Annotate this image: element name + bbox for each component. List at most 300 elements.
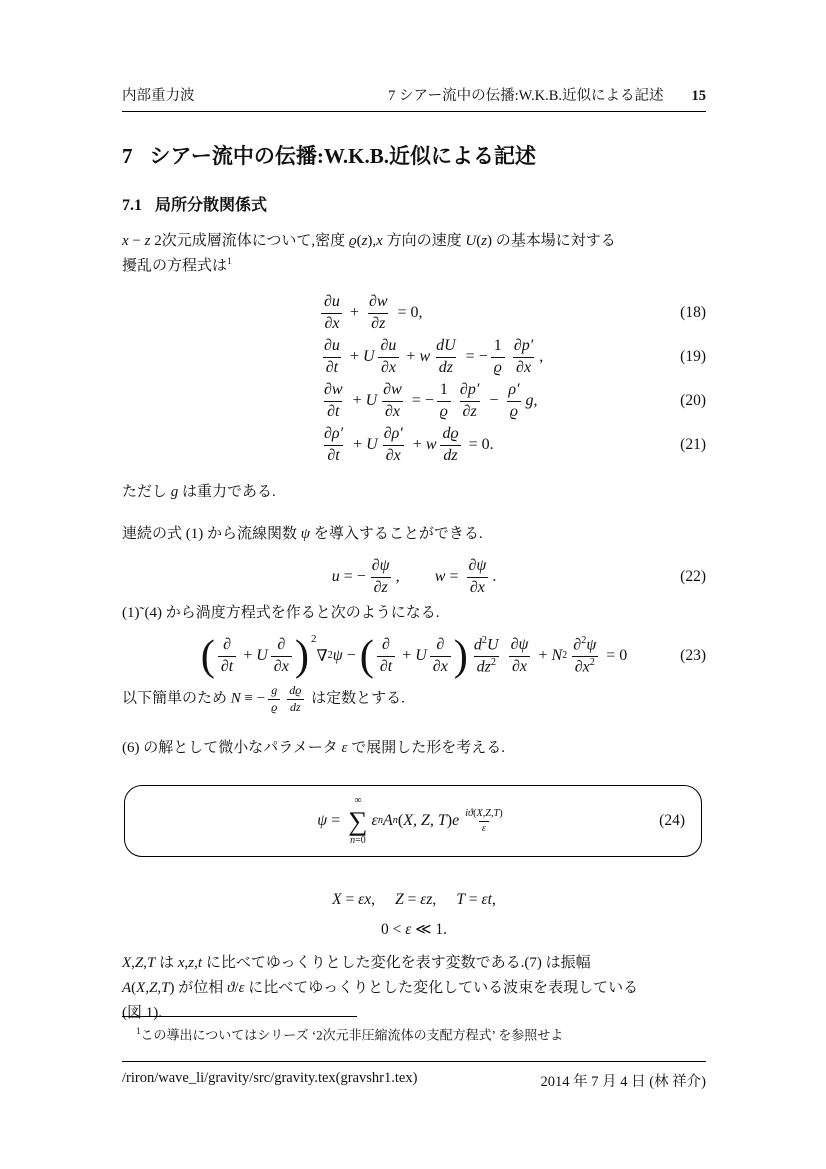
- math-token: ,: [371, 891, 375, 909]
- wkb-expansion-equation: [124, 785, 702, 857]
- math-token: 1: [439, 380, 448, 398]
- math-token: [274, 636, 288, 656]
- math-token: t: [197, 955, 203, 972]
- math-token: 2次元成層流体について,密度: [150, 233, 349, 250]
- math-token: x: [177, 955, 185, 972]
- math-token: dϱ: [442, 424, 459, 442]
- math-token: [324, 401, 342, 422]
- footnote-text: この導出についてはシリーズ ‘2次元非圧縮流体の支配方程式’ を参照せよ: [140, 1027, 564, 1043]
- math-token: [433, 337, 459, 357]
- math-token: [570, 636, 599, 677]
- math-token: [433, 636, 447, 656]
- math-token: [268, 684, 280, 698]
- math-token: ∂p′: [513, 336, 534, 354]
- math-token: [268, 684, 280, 714]
- math-token: ≡ −: [240, 690, 266, 707]
- math-token: Z: [395, 891, 404, 909]
- math-token: ∇: [316, 648, 328, 666]
- math-token: ∂x: [469, 578, 485, 596]
- math-token: [311, 634, 317, 645]
- math-token: A: [122, 980, 132, 997]
- math-token: ∂ρ′: [324, 424, 344, 442]
- math-token: ,: [131, 955, 135, 972]
- math-token: =: [403, 891, 421, 909]
- math-token: [371, 577, 391, 598]
- math-token: [572, 656, 598, 677]
- math-token: z: [188, 955, 195, 972]
- math-token: ∂t: [220, 657, 234, 675]
- math-token: N: [230, 690, 241, 707]
- math-token: dz: [438, 358, 453, 376]
- math-token: ∂: [573, 635, 582, 653]
- math-token: [200, 631, 628, 680]
- math-token: [381, 425, 406, 445]
- math-token: A: [382, 812, 393, 830]
- math-token: dz: [443, 446, 458, 464]
- math-token: ∂z: [462, 402, 477, 420]
- math-token: X: [122, 955, 132, 972]
- math-token: =: [341, 891, 359, 909]
- math-token: [286, 684, 304, 714]
- math-token: ∂w: [324, 380, 343, 398]
- math-token: は定数とする.: [307, 690, 405, 707]
- math-token: [377, 656, 395, 677]
- math-token: で展開した形を考える.: [347, 740, 505, 757]
- equation-number: (22): [680, 568, 706, 586]
- math-superscript: [562, 651, 567, 661]
- math-token: [321, 337, 343, 357]
- math-token: ∂x: [385, 446, 401, 464]
- math-token: [378, 357, 399, 378]
- math-token: N: [551, 647, 563, 665]
- math-token: ( $\frac{\partial}{\partial t}$ + U $\frac{\partial}{\partial x}$ ): [359, 631, 468, 680]
- math-token: ) が位相: [169, 980, 228, 997]
- math-superscript: [491, 657, 496, 668]
- streamfunction-intro: [122, 522, 706, 547]
- math-token: [378, 337, 400, 357]
- math-superscript: [590, 657, 595, 668]
- math-token: ∂w: [368, 292, 388, 310]
- math-token: iϑ: [465, 807, 474, 819]
- math-token: ε: [341, 740, 348, 757]
- math-token: −: [342, 647, 360, 665]
- math-token: [491, 337, 505, 357]
- math-token: [457, 381, 482, 401]
- math-token: ) の基本場に対する: [487, 233, 616, 250]
- math-token: 以下簡単のため: [122, 690, 231, 707]
- math-token: [511, 337, 536, 357]
- governing-equations: [122, 291, 706, 467]
- math-token: ∂: [277, 635, 286, 653]
- math-token: 1: [227, 256, 232, 268]
- math-token: は: [155, 955, 178, 972]
- header-doc-title: 内部重力波: [122, 88, 195, 104]
- math-token: [366, 293, 391, 313]
- math-token: ∂x: [512, 657, 528, 675]
- equation-number: (20): [680, 392, 706, 410]
- math-token: +: [345, 348, 363, 366]
- page-footer: [122, 1061, 706, 1091]
- math-token: [323, 357, 341, 378]
- math-token: [439, 425, 461, 466]
- math-token: +: [408, 436, 426, 454]
- math-token: 2: [589, 656, 595, 668]
- math-token: w: [434, 568, 446, 586]
- math-token: ε: [371, 812, 378, 830]
- math-token: 0 <: [381, 921, 406, 939]
- math-token: [437, 381, 451, 422]
- math-token: (: [473, 807, 477, 819]
- equation-row: [122, 335, 706, 379]
- math-token: ψ: [300, 526, 311, 543]
- math-token: [513, 357, 534, 378]
- math-token: ∂p′: [459, 380, 480, 398]
- math-token: +: [402, 348, 420, 366]
- math-token: [479, 821, 489, 835]
- math-token: [324, 445, 342, 466]
- footer-file-path: /riron/wave_li/gravity/src/gravity.tex(gravshr1.tex): [122, 1070, 418, 1086]
- math-token: (1)˜(4) から渦度方程式を作ると次のようになる.: [122, 605, 440, 622]
- math-token: (: [131, 980, 137, 997]
- math-token: x: [376, 233, 383, 250]
- math-token: U: [362, 348, 375, 366]
- subsection-title: 局所分散関係式: [155, 197, 268, 215]
- math-token: [474, 656, 499, 677]
- math-token: T: [456, 891, 466, 909]
- math-token: =0: [355, 835, 366, 847]
- math-token: ),: [367, 233, 377, 250]
- math-token: e: [452, 812, 460, 830]
- math-token: dϱ: [289, 683, 302, 698]
- math-token: ψ: [332, 647, 343, 665]
- section-number: 7: [122, 144, 133, 168]
- math-token: [321, 313, 342, 334]
- math-token: [321, 381, 346, 401]
- math-token: [460, 401, 480, 422]
- math-token: ,: [143, 955, 148, 972]
- math-token: ϱ: [493, 358, 502, 376]
- math-token: [369, 557, 393, 577]
- math-token: [348, 795, 367, 846]
- math-token: [471, 636, 502, 677]
- math-token: = 0.: [464, 436, 494, 454]
- math-token: [491, 357, 505, 378]
- math-token: = 0: [602, 647, 628, 665]
- expansion-intro: [122, 736, 706, 761]
- math-superscript: [227, 256, 232, 267]
- subsection-heading: [122, 196, 706, 216]
- math-token: [318, 293, 423, 334]
- math-token: X,Z,T: [476, 807, 500, 819]
- math-token: U: [256, 647, 268, 665]
- footnote-marker: 1: [136, 1026, 141, 1036]
- math-token: z: [361, 233, 368, 250]
- math-token: は重力である.: [178, 484, 276, 501]
- math-token: [430, 656, 451, 677]
- math-token: 擾乱の方程式は: [122, 258, 228, 275]
- math-token: [379, 636, 393, 656]
- math-token: [271, 656, 292, 677]
- math-token: ∂x: [432, 657, 448, 675]
- slow-variables-line: [122, 887, 706, 913]
- math-token: =: [327, 812, 345, 830]
- equation-row: [122, 379, 706, 423]
- math-token: [368, 313, 388, 334]
- math-token: [286, 684, 304, 698]
- math-token: 1: [493, 336, 502, 354]
- math-token: 2: [327, 650, 333, 662]
- math-token: ∂ψ: [510, 635, 529, 653]
- math-token: ∂t: [325, 358, 339, 376]
- math-token: [318, 381, 538, 422]
- math-token: +: [345, 304, 363, 322]
- math-token: +: [534, 647, 552, 665]
- math-token: [318, 425, 494, 466]
- math-token: ≪ 1.: [411, 921, 447, 939]
- equation-number: (23): [680, 647, 706, 665]
- math-token: n: [350, 835, 356, 847]
- math-token: z: [144, 233, 151, 250]
- math-token: [465, 557, 489, 598]
- math-token: U: [487, 635, 499, 653]
- gravity-note: [122, 480, 706, 505]
- math-token: [508, 636, 532, 677]
- math-token: x: [122, 233, 129, 250]
- math-token: −: [128, 233, 145, 250]
- math-token: ∂x: [516, 358, 532, 376]
- math-token: [321, 425, 346, 445]
- equation-number: (18): [680, 304, 706, 322]
- math-token: 2: [481, 634, 488, 646]
- math-token: dz: [290, 699, 301, 714]
- math-token: = −: [339, 568, 366, 586]
- epsilon-condition-line: [122, 917, 706, 943]
- math-token: [321, 381, 346, 422]
- math-token: [380, 381, 405, 422]
- math-token: +: [348, 392, 366, 410]
- math-token: [440, 445, 460, 466]
- footnote: [122, 1016, 706, 1044]
- math-token: w: [425, 436, 437, 454]
- vorticity-equation: [122, 631, 706, 680]
- math-token: U: [465, 233, 477, 250]
- math-token: [383, 445, 404, 466]
- math-token: ∂x: [380, 358, 396, 376]
- footnote-text-line: [122, 1022, 706, 1044]
- math-token: ∂z: [371, 314, 386, 332]
- math-token: u: [331, 568, 340, 586]
- math-token: [350, 835, 366, 847]
- math-token: = −: [407, 392, 434, 410]
- math-token: ∂w: [383, 380, 402, 398]
- math-token: +: [398, 647, 416, 665]
- math-token: ∂x: [574, 658, 590, 676]
- document-content: [122, 107, 706, 1026]
- math-token: [287, 699, 304, 714]
- math-token: [369, 557, 393, 598]
- math-token: +: [239, 647, 257, 665]
- math-token: ,: [184, 955, 189, 972]
- math-token: −: [485, 392, 503, 410]
- math-token: z: [481, 233, 488, 250]
- math-token: 2: [581, 634, 587, 646]
- math-token: ∂: [223, 635, 231, 653]
- math-token: = −: [461, 348, 488, 366]
- math-token: [570, 636, 599, 656]
- math-token: ): [446, 812, 453, 830]
- math-token: [462, 808, 505, 835]
- constant-N-note: [122, 684, 706, 714]
- math-token: [437, 381, 451, 401]
- math-token: X,Z,T: [136, 980, 170, 997]
- math-token: ∂u: [324, 336, 340, 354]
- math-token: n: [392, 815, 398, 826]
- math-token: [509, 656, 530, 677]
- math-token: ,: [533, 392, 538, 410]
- math-token: [366, 293, 391, 334]
- math-token: g: [170, 484, 179, 501]
- math-token: [457, 381, 482, 422]
- math-token: dz: [476, 658, 491, 676]
- math-token: ,: [491, 891, 496, 909]
- math-token: ∂x: [324, 314, 340, 332]
- math-token: T: [147, 955, 156, 972]
- equation-number: (19): [680, 348, 706, 366]
- math-token: [321, 293, 343, 334]
- math-token: d: [473, 635, 482, 653]
- math-token: Z: [134, 955, 144, 972]
- math-token: [437, 401, 451, 422]
- vorticity-intro: [122, 601, 706, 626]
- section-title: シアー流中の伝播:W.K.B.近似による記述: [149, 144, 537, 168]
- math-token: +: [349, 436, 367, 454]
- math-token: ∂u: [380, 336, 397, 354]
- intro-paragraph: [122, 229, 706, 279]
- math-token: 連続の式 (1) から流線関数: [122, 526, 301, 543]
- math-token: =: [465, 891, 482, 909]
- math-token: ∂x: [384, 402, 400, 420]
- math-token: g: [525, 392, 534, 410]
- math-token: 2: [562, 650, 568, 662]
- math-token: [220, 636, 234, 656]
- math-token: 2: [310, 632, 317, 645]
- math-token: [505, 381, 522, 422]
- math-token: ∂: [382, 635, 390, 653]
- math-token: [321, 337, 343, 378]
- math-token: ただし: [122, 484, 171, 501]
- math-token: ∂t: [327, 402, 340, 420]
- math-token: ∞: [354, 795, 362, 807]
- math-token: [377, 636, 395, 677]
- math-token: εx: [358, 891, 372, 909]
- math-token: [465, 557, 489, 577]
- header-running-title: 7 シアー流中の伝播:W.K.B.近似による記述: [388, 88, 664, 104]
- math-token: ∂t: [379, 657, 393, 675]
- math-token: [321, 293, 343, 313]
- math-token: を導入することができる.: [310, 526, 483, 543]
- math-token: (図 1).: [122, 1005, 162, 1022]
- math-token: ∂z: [373, 578, 388, 596]
- equation-row: [122, 291, 706, 335]
- math-token: [382, 401, 403, 422]
- math-token: U: [365, 392, 378, 410]
- math-token: [467, 577, 488, 598]
- math-token: .: [492, 568, 497, 586]
- math-token: X: [332, 891, 342, 909]
- math-token: ε: [405, 921, 412, 939]
- math-token: ϱ: [271, 699, 278, 714]
- math-token: [321, 425, 346, 466]
- math-token: ∂ψ: [468, 556, 487, 574]
- equation-number: (24): [659, 812, 685, 830]
- math-token: [218, 656, 236, 677]
- math-token: [430, 636, 451, 677]
- math-token: [508, 636, 532, 656]
- math-token: ∂u: [324, 292, 340, 310]
- footnote-rule: [122, 1016, 357, 1017]
- math-token: ψ: [317, 812, 328, 830]
- math-superscript: [459, 808, 508, 835]
- math-token: (: [356, 233, 362, 250]
- math-token: ,: [539, 348, 544, 366]
- math-token: [381, 425, 406, 466]
- math-token: g: [271, 683, 278, 698]
- math-token: U: [415, 647, 427, 665]
- math-token: /: [234, 980, 239, 997]
- math-token: =: [445, 568, 463, 586]
- subsection-number: 7.1: [122, 197, 142, 215]
- math-token: [332, 557, 497, 598]
- math-token: [471, 636, 502, 656]
- math-token: ∂: [436, 635, 445, 653]
- math-token: に比べてゆっくりとした変化している波束を表現している: [244, 980, 639, 997]
- math-token: ,: [194, 955, 198, 972]
- math-token: [511, 337, 536, 378]
- math-token: [317, 795, 508, 846]
- math-token: ϑ: [227, 980, 235, 997]
- math-token: ∂x: [273, 657, 289, 675]
- streamfunction-equation: [122, 555, 706, 599]
- math-token: ε: [481, 822, 486, 834]
- math-token: 2: [490, 656, 496, 668]
- math-token: εz: [420, 891, 433, 909]
- math-token: εt: [481, 891, 492, 909]
- math-token: U: [366, 436, 378, 454]
- math-token: ε: [238, 980, 245, 997]
- math-token: ρ′: [508, 380, 520, 398]
- math-token: [491, 337, 505, 378]
- math-token: [462, 808, 505, 821]
- math-token: ,: [432, 891, 437, 909]
- math-token: [439, 425, 461, 445]
- math-token: [378, 337, 400, 378]
- math-token: [436, 357, 456, 378]
- math-token: ( $\frac{\partial}{\partial t}$ + U $\frac{\partial}{\partial x}$ ) 2: [200, 631, 317, 680]
- closing-paragraph: [122, 951, 706, 1026]
- header-page-number: 15: [691, 88, 706, 104]
- math-token: dU: [436, 336, 456, 354]
- math-token: ∂ψ: [371, 556, 390, 574]
- math-token: w: [419, 348, 431, 366]
- math-token: ): [499, 807, 503, 819]
- math-token: [433, 337, 459, 378]
- equation-number: (21): [680, 436, 706, 454]
- math-token: ϱ: [348, 233, 357, 250]
- math-token: [505, 381, 522, 401]
- math-token: (: [476, 233, 482, 250]
- math-token: = 0,: [393, 304, 423, 322]
- math-token: [268, 699, 280, 714]
